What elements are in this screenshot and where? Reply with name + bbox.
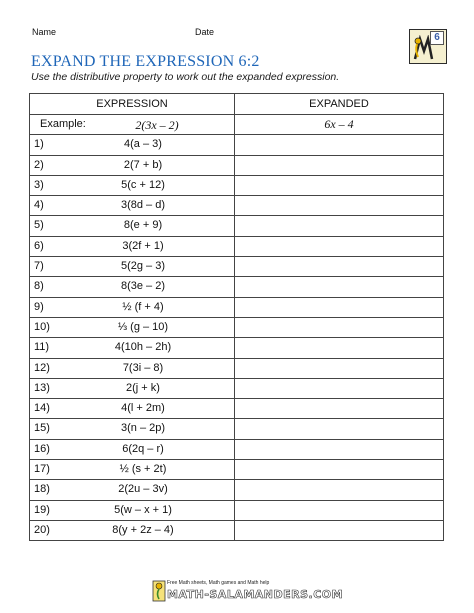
question-row	[30, 399, 444, 419]
expression-cell	[30, 277, 235, 297]
expression-text: 3(n – 2p)	[120, 422, 166, 435]
question-row	[30, 419, 444, 439]
answer-cell[interactable]	[235, 175, 444, 195]
expression-cell	[30, 216, 235, 236]
question-row	[30, 277, 444, 297]
footer-brand: MATH-SALAMANDERS.COM	[167, 588, 344, 601]
expression-text: ½ (f + 4)	[122, 300, 164, 313]
answer-cell[interactable]	[235, 297, 444, 317]
question-number: 13)	[34, 381, 50, 394]
answer-cell[interactable]	[235, 277, 444, 297]
question-row	[30, 317, 444, 337]
expression-text: 4(l + 2m)	[121, 402, 165, 415]
expression-cell	[30, 196, 235, 216]
grade-badge-logo	[409, 29, 447, 64]
example-expression: 2(3x – 2)	[135, 118, 179, 132]
answer-cell[interactable]	[235, 378, 444, 398]
answer-cell[interactable]	[235, 520, 444, 540]
expression-cell	[30, 378, 235, 398]
expression-text: 6(2q – r)	[122, 442, 164, 455]
question-number: 18)	[34, 483, 50, 496]
answer-cell[interactable]	[235, 439, 444, 459]
expression-cell	[30, 175, 235, 195]
question-number: 17)	[34, 463, 50, 476]
footer-salamander-icon	[152, 580, 166, 602]
question-number: 7)	[34, 260, 44, 273]
answer-cell[interactable]	[235, 216, 444, 236]
question-row	[30, 216, 444, 236]
question-row	[30, 155, 444, 175]
question-row	[30, 175, 444, 195]
expression-cell	[30, 257, 235, 277]
expression-cell	[30, 439, 235, 459]
expression-cell	[30, 338, 235, 358]
expression-text: 8(e + 9)	[123, 219, 163, 232]
expression-cell	[30, 236, 235, 256]
date-label: Date	[195, 27, 215, 37]
expression-text: ½ (s + 2t)	[119, 463, 167, 476]
answer-cell[interactable]	[235, 338, 444, 358]
answer-cell[interactable]	[235, 196, 444, 216]
expression-text: 4(a – 3)	[124, 138, 162, 151]
answer-cell[interactable]	[235, 155, 444, 175]
grade-number: 6	[430, 31, 444, 45]
expression-cell	[30, 297, 235, 317]
expression-text: 5(c + 12)	[121, 178, 165, 191]
expression-cell	[30, 358, 235, 378]
expression-cell	[30, 155, 235, 175]
answer-cell[interactable]	[235, 257, 444, 277]
question-number: 5)	[34, 219, 44, 232]
example-expression-cell	[30, 115, 235, 135]
name-label: Name	[32, 27, 57, 37]
answer-cell[interactable]	[235, 480, 444, 500]
question-number: 3)	[34, 178, 44, 191]
question-row	[30, 480, 444, 500]
answer-cell[interactable]	[235, 135, 444, 155]
question-number: 16)	[34, 442, 50, 455]
question-number: 1)	[34, 138, 44, 151]
question-number: 19)	[34, 503, 50, 516]
question-number: 10)	[34, 320, 50, 333]
question-number: 12)	[34, 361, 50, 374]
footer-tagline: Free Math sheets, Math games and Math help	[167, 580, 270, 586]
worksheet-table	[29, 93, 444, 541]
expression-text: ⅓ (g – 10)	[117, 320, 169, 333]
question-row	[30, 439, 444, 459]
column-header-expanded: EXPANDED	[235, 94, 444, 115]
answer-cell[interactable]	[235, 419, 444, 439]
question-row	[30, 236, 444, 256]
example-label: Example:	[40, 118, 86, 130]
expression-cell	[30, 520, 235, 540]
question-row	[30, 358, 444, 378]
expression-text: 2(2u – 3v)	[118, 483, 168, 496]
question-row	[30, 257, 444, 277]
question-number: 9)	[34, 300, 44, 313]
expression-cell	[30, 399, 235, 419]
example-answer: 6x – 4	[235, 115, 444, 135]
header-row	[30, 94, 444, 115]
column-header-expression: EXPRESSION	[30, 94, 235, 115]
example-row	[30, 115, 444, 135]
expression-text: 4(10h – 2h)	[114, 341, 172, 354]
question-row	[30, 520, 444, 540]
expression-cell	[30, 500, 235, 520]
expression-cell	[30, 135, 235, 155]
expression-text: 7(3i – 8)	[122, 361, 164, 374]
question-number: 11)	[34, 341, 50, 354]
question-row	[30, 196, 444, 216]
expression-text: 2(j + k)	[126, 381, 160, 394]
answer-cell[interactable]	[235, 399, 444, 419]
name-date-line	[32, 27, 372, 39]
answer-cell[interactable]	[235, 460, 444, 480]
answer-cell[interactable]	[235, 500, 444, 520]
question-row	[30, 135, 444, 155]
question-number: 15)	[34, 422, 50, 435]
expression-cell	[30, 419, 235, 439]
answer-cell[interactable]	[235, 358, 444, 378]
expression-text: 5(w – x + 1)	[114, 503, 172, 516]
expression-text: 2(7 + b)	[123, 158, 163, 171]
question-row	[30, 500, 444, 520]
answer-cell[interactable]	[235, 236, 444, 256]
expression-text: 8(y + 2z – 4)	[112, 523, 174, 536]
instructions: Use the distributive property to work out the expanded expression.	[31, 71, 340, 83]
question-number: 4)	[34, 199, 44, 212]
question-number: 20)	[34, 523, 50, 536]
answer-cell[interactable]	[235, 317, 444, 337]
question-number: 14)	[34, 402, 50, 415]
question-number: 6)	[34, 239, 44, 252]
expression-text: 3(2f + 1)	[122, 239, 164, 252]
expression-cell	[30, 460, 235, 480]
question-row	[30, 378, 444, 398]
expression-cell	[30, 480, 235, 500]
expression-cell	[30, 317, 235, 337]
question-number: 2)	[34, 158, 44, 171]
question-row	[30, 297, 444, 317]
question-row	[30, 460, 444, 480]
question-row	[30, 338, 444, 358]
expression-text: 8(3e – 2)	[120, 280, 166, 293]
question-number: 8)	[34, 280, 44, 293]
expression-text: 3(8d – d)	[120, 199, 166, 212]
expression-text: 5(2g – 3)	[120, 260, 166, 273]
page-title: EXPAND THE EXPRESSION 6:2	[31, 53, 260, 70]
